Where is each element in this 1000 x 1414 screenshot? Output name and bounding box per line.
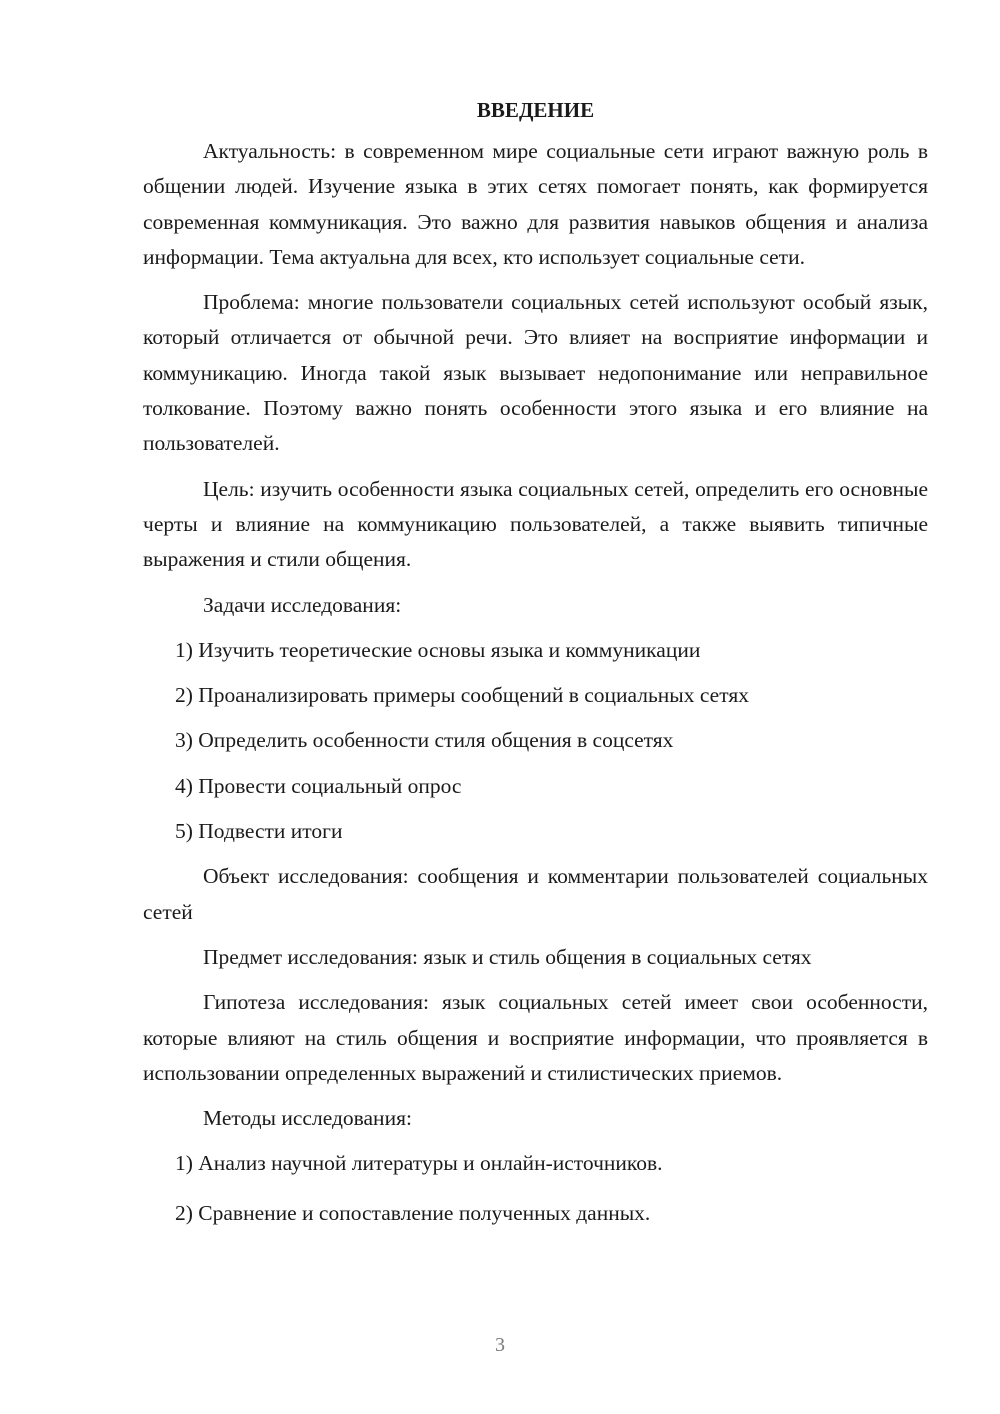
list-item: 2) Сравнение и сопоставление полученных данных. bbox=[175, 1200, 651, 1225]
problem-paragraph: Проблема: многие пользователи социальных сетей используют особый язык, который отличается от обычной речи. Это влияет на восприятие информации и коммуникацию. Иногда такой язык вызывает недопонимание или неправильное толкование. Поэтому важно понять особенности этого языка и его влияние на пользователей. bbox=[143, 290, 928, 456]
page-number: 3 bbox=[495, 1334, 505, 1356]
list-item: 4) Провести социальный опрос bbox=[175, 773, 462, 798]
list-item: 2) Проанализировать примеры сообщений в социальных сетях bbox=[175, 683, 749, 708]
object-paragraph: Объект исследования: сообщения и комментарии пользователей социальных сетей bbox=[143, 864, 928, 924]
list-item: 3) Определить особенности стиля общения в соцсетях bbox=[175, 728, 674, 753]
goal-paragraph: Цель: изучить особенности языка социальных сетей, определить его основные черты и влияние на коммуникацию пользователей, а также выявить типичные выражения и стили общения. bbox=[143, 476, 928, 572]
hypothesis-paragraph: Гипотеза исследования: язык социальных сетей имеет свои особенности, которые влияют на стиль общения и восприятие информации, что проявляется в использовании определенных выражений и стилистических приемов. bbox=[143, 990, 928, 1085]
actuality-paragraph: Актуальность: в современном мире социальные сети играют важную роль в общении людей. Изучение языка в этих сетях помогает понять, как формируется современная коммуникация. Это важно для развития навыков общения и анализа информации. Тема актуальна для всех, кто использует социальные сети. bbox=[143, 139, 928, 269]
subject-paragraph: Предмет исследования: язык и стиль общения в социальных сетях bbox=[203, 944, 812, 969]
list-item: 1) Изучить теоретические основы языка и коммуникации bbox=[175, 637, 701, 662]
tasks-list bbox=[143, 633, 928, 849]
page-title: ВВЕДЕНИЕ bbox=[476, 98, 595, 122]
list-item: 1) Анализ научной литературы и онлайн-источников. bbox=[175, 1151, 663, 1176]
tasks-heading: Задачи исследования: bbox=[203, 592, 402, 617]
list-item: 5) Подвести итоги bbox=[175, 819, 343, 844]
methods-heading: Методы исследования: bbox=[203, 1106, 412, 1131]
document-page bbox=[143, 92, 928, 1245]
methods-list bbox=[143, 1146, 928, 1231]
